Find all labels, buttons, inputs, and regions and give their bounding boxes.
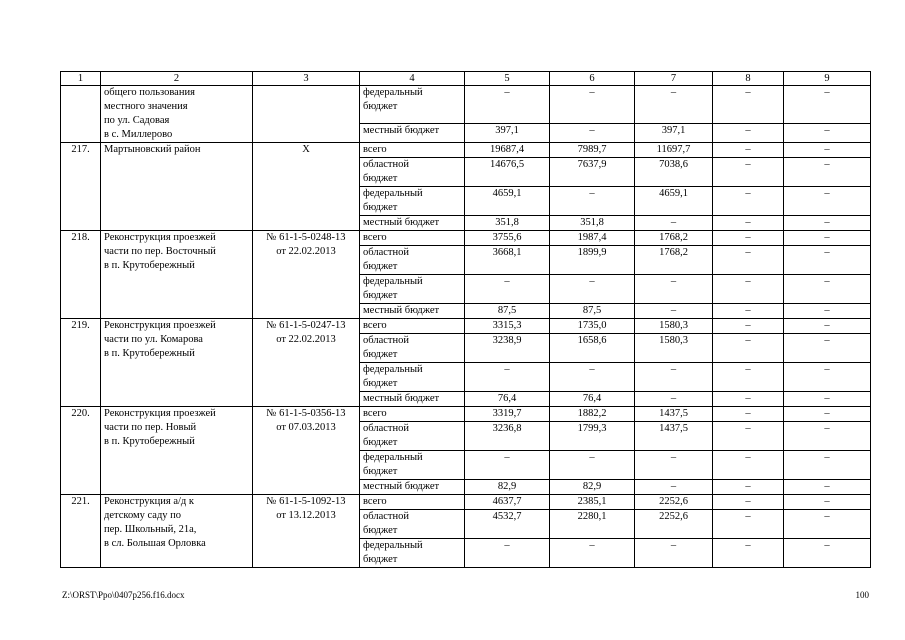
value-c6: 1658,6 bbox=[550, 334, 635, 363]
value-c5: 76,4 bbox=[465, 392, 550, 407]
funding-source: федеральный бюджет bbox=[360, 86, 465, 124]
item-name: Реконструкция а/д к детскому саду по пер. Школьный, 21а, в сл. Большая Орловка bbox=[101, 495, 253, 568]
value-c7: 1768,2 bbox=[635, 246, 713, 275]
funding-source: всего bbox=[360, 495, 465, 510]
value-c7: 7038,6 bbox=[635, 158, 713, 187]
value-c6: 7637,9 bbox=[550, 158, 635, 187]
value-c9: – bbox=[784, 275, 871, 304]
table-row bbox=[61, 86, 871, 124]
value-c8: – bbox=[713, 246, 784, 275]
footer-page-number: 100 bbox=[855, 590, 869, 600]
value-c5: 87,5 bbox=[465, 304, 550, 319]
value-c9: – bbox=[784, 510, 871, 539]
value-c5: 3238,9 bbox=[465, 334, 550, 363]
item-name: Мартыновский район bbox=[101, 143, 253, 231]
item-name: Реконструкция проезжей части по ул. Комарова в п. Крутобережный bbox=[101, 319, 253, 407]
value-c7: – bbox=[635, 539, 713, 568]
value-c8: – bbox=[713, 275, 784, 304]
value-c9: – bbox=[784, 216, 871, 231]
value-c9: – bbox=[784, 334, 871, 363]
item-number: 218. bbox=[61, 231, 101, 319]
value-c7: 1437,5 bbox=[635, 422, 713, 451]
value-c6: 2385,1 bbox=[550, 495, 635, 510]
value-c7: 1768,2 bbox=[635, 231, 713, 246]
value-c5: – bbox=[465, 363, 550, 392]
value-c9: – bbox=[784, 363, 871, 392]
value-c6: – bbox=[550, 539, 635, 568]
item-name: Реконструкция проезжей части по пер. Новый в п. Крутобережный bbox=[101, 407, 253, 495]
item-number: 220. bbox=[61, 407, 101, 495]
value-c5: 14676,5 bbox=[465, 158, 550, 187]
funding-source: местный бюджет bbox=[360, 216, 465, 231]
value-c5: 3755,6 bbox=[465, 231, 550, 246]
value-c7: 2252,6 bbox=[635, 495, 713, 510]
value-c6: 1987,4 bbox=[550, 231, 635, 246]
funding-source: местный бюджет bbox=[360, 304, 465, 319]
item-number bbox=[61, 86, 101, 143]
value-c8: – bbox=[713, 539, 784, 568]
value-c6: 1882,2 bbox=[550, 407, 635, 422]
value-c7: – bbox=[635, 216, 713, 231]
value-c7: – bbox=[635, 392, 713, 407]
item-number: 217. bbox=[61, 143, 101, 231]
value-c7: 4659,1 bbox=[635, 187, 713, 216]
value-c8: – bbox=[713, 451, 784, 480]
value-c9: – bbox=[784, 123, 871, 142]
value-c8: – bbox=[713, 86, 784, 124]
value-c7: – bbox=[635, 363, 713, 392]
value-c8: – bbox=[713, 143, 784, 158]
column-header: 7 bbox=[635, 72, 713, 86]
value-c9: – bbox=[784, 539, 871, 568]
value-c6: 1735,0 bbox=[550, 319, 635, 334]
value-c7: – bbox=[635, 451, 713, 480]
funding-source: всего bbox=[360, 143, 465, 158]
value-c8: – bbox=[713, 422, 784, 451]
value-c5: 4637,7 bbox=[465, 495, 550, 510]
value-c9: – bbox=[784, 422, 871, 451]
funding-source: областной бюджет bbox=[360, 246, 465, 275]
value-c6: 87,5 bbox=[550, 304, 635, 319]
item-document: № 61-1-5-1092-13 от 13.12.2013 bbox=[253, 495, 360, 568]
funding-source: местный бюджет bbox=[360, 480, 465, 495]
value-c8: – bbox=[713, 363, 784, 392]
value-c9: – bbox=[784, 392, 871, 407]
footer-file-path: Z:\ORST\Ppo\0407p256.f16.docx bbox=[62, 590, 185, 600]
value-c6: 1899,9 bbox=[550, 246, 635, 275]
item-name: Реконструкция проезжей части по пер. Восточный в п. Крутобережный bbox=[101, 231, 253, 319]
value-c7: 1437,5 bbox=[635, 407, 713, 422]
value-c5: 3315,3 bbox=[465, 319, 550, 334]
table-row bbox=[61, 143, 871, 158]
value-c6: – bbox=[550, 451, 635, 480]
funding-source: местный бюджет bbox=[360, 392, 465, 407]
funding-source: областной бюджет bbox=[360, 510, 465, 539]
value-c6: – bbox=[550, 187, 635, 216]
value-c7: 1580,3 bbox=[635, 334, 713, 363]
value-c5: 4659,1 bbox=[465, 187, 550, 216]
value-c6: – bbox=[550, 363, 635, 392]
funding-source: федеральный бюджет bbox=[360, 187, 465, 216]
value-c5: 3236,8 bbox=[465, 422, 550, 451]
value-c8: – bbox=[713, 510, 784, 539]
value-c8: – bbox=[713, 123, 784, 142]
value-c9: – bbox=[784, 231, 871, 246]
budget-table bbox=[60, 71, 871, 568]
value-c9: – bbox=[784, 495, 871, 510]
value-c7: 11697,7 bbox=[635, 143, 713, 158]
value-c9: – bbox=[784, 451, 871, 480]
value-c7: 2252,6 bbox=[635, 510, 713, 539]
table-row bbox=[61, 407, 871, 422]
value-c5: – bbox=[465, 86, 550, 124]
value-c6: – bbox=[550, 86, 635, 124]
value-c5: 3319,7 bbox=[465, 407, 550, 422]
column-header: 4 bbox=[360, 72, 465, 86]
funding-source: областной бюджет bbox=[360, 334, 465, 363]
item-name: общего пользования местного значения по ул. Садовая в с. Миллерово bbox=[101, 86, 253, 143]
item-document: Х bbox=[253, 143, 360, 231]
value-c8: – bbox=[713, 319, 784, 334]
column-header: 9 bbox=[784, 72, 871, 86]
value-c7: – bbox=[635, 304, 713, 319]
table-row bbox=[61, 231, 871, 246]
table-header-row bbox=[61, 72, 871, 86]
value-c6: 351,8 bbox=[550, 216, 635, 231]
funding-source: федеральный бюджет bbox=[360, 275, 465, 304]
value-c7: – bbox=[635, 275, 713, 304]
value-c6: – bbox=[550, 275, 635, 304]
funding-source: федеральный бюджет bbox=[360, 539, 465, 568]
funding-source: всего bbox=[360, 407, 465, 422]
value-c5: 397,1 bbox=[465, 123, 550, 142]
value-c9: – bbox=[784, 246, 871, 275]
funding-source: местный бюджет bbox=[360, 123, 465, 142]
value-c6: 82,9 bbox=[550, 480, 635, 495]
value-c9: – bbox=[784, 407, 871, 422]
item-number: 221. bbox=[61, 495, 101, 568]
value-c8: – bbox=[713, 495, 784, 510]
value-c8: – bbox=[713, 334, 784, 363]
column-header: 1 bbox=[61, 72, 101, 86]
funding-source: областной бюджет bbox=[360, 422, 465, 451]
value-c9: – bbox=[784, 319, 871, 334]
value-c5: 82,9 bbox=[465, 480, 550, 495]
value-c6: 2280,1 bbox=[550, 510, 635, 539]
value-c7: 1580,3 bbox=[635, 319, 713, 334]
value-c9: – bbox=[784, 86, 871, 124]
value-c7: – bbox=[635, 86, 713, 124]
funding-source: всего bbox=[360, 319, 465, 334]
value-c5: 351,8 bbox=[465, 216, 550, 231]
value-c8: – bbox=[713, 187, 784, 216]
item-document bbox=[253, 86, 360, 143]
value-c7: – bbox=[635, 480, 713, 495]
value-c7: 397,1 bbox=[635, 123, 713, 142]
value-c6: – bbox=[550, 123, 635, 142]
item-document: № 61-1-5-0356-13 от 07.03.2013 bbox=[253, 407, 360, 495]
value-c9: – bbox=[784, 480, 871, 495]
funding-source: федеральный бюджет bbox=[360, 451, 465, 480]
value-c6: 1799,3 bbox=[550, 422, 635, 451]
item-document: № 61-1-5-0247-13 от 22.02.2013 bbox=[253, 319, 360, 407]
value-c8: – bbox=[713, 231, 784, 246]
value-c5: – bbox=[465, 539, 550, 568]
value-c9: – bbox=[784, 158, 871, 187]
column-header: 6 bbox=[550, 72, 635, 86]
value-c8: – bbox=[713, 216, 784, 231]
column-header: 3 bbox=[253, 72, 360, 86]
value-c8: – bbox=[713, 158, 784, 187]
value-c6: 7989,7 bbox=[550, 143, 635, 158]
column-header: 8 bbox=[713, 72, 784, 86]
value-c8: – bbox=[713, 407, 784, 422]
value-c5: 4532,7 bbox=[465, 510, 550, 539]
item-number: 219. bbox=[61, 319, 101, 407]
value-c5: 3668,1 bbox=[465, 246, 550, 275]
item-document: № 61-1-5-0248-13 от 22.02.2013 bbox=[253, 231, 360, 319]
column-header: 2 bbox=[101, 72, 253, 86]
funding-source: федеральный бюджет bbox=[360, 363, 465, 392]
value-c9: – bbox=[784, 304, 871, 319]
table-row bbox=[61, 319, 871, 334]
column-header: 5 bbox=[465, 72, 550, 86]
value-c9: – bbox=[784, 143, 871, 158]
funding-source: областной бюджет bbox=[360, 158, 465, 187]
value-c8: – bbox=[713, 392, 784, 407]
table-row bbox=[61, 495, 871, 510]
value-c9: – bbox=[784, 187, 871, 216]
value-c6: 76,4 bbox=[550, 392, 635, 407]
value-c5: – bbox=[465, 451, 550, 480]
funding-source: всего bbox=[360, 231, 465, 246]
value-c8: – bbox=[713, 480, 784, 495]
value-c8: – bbox=[713, 304, 784, 319]
value-c5: 19687,4 bbox=[465, 143, 550, 158]
value-c5: – bbox=[465, 275, 550, 304]
